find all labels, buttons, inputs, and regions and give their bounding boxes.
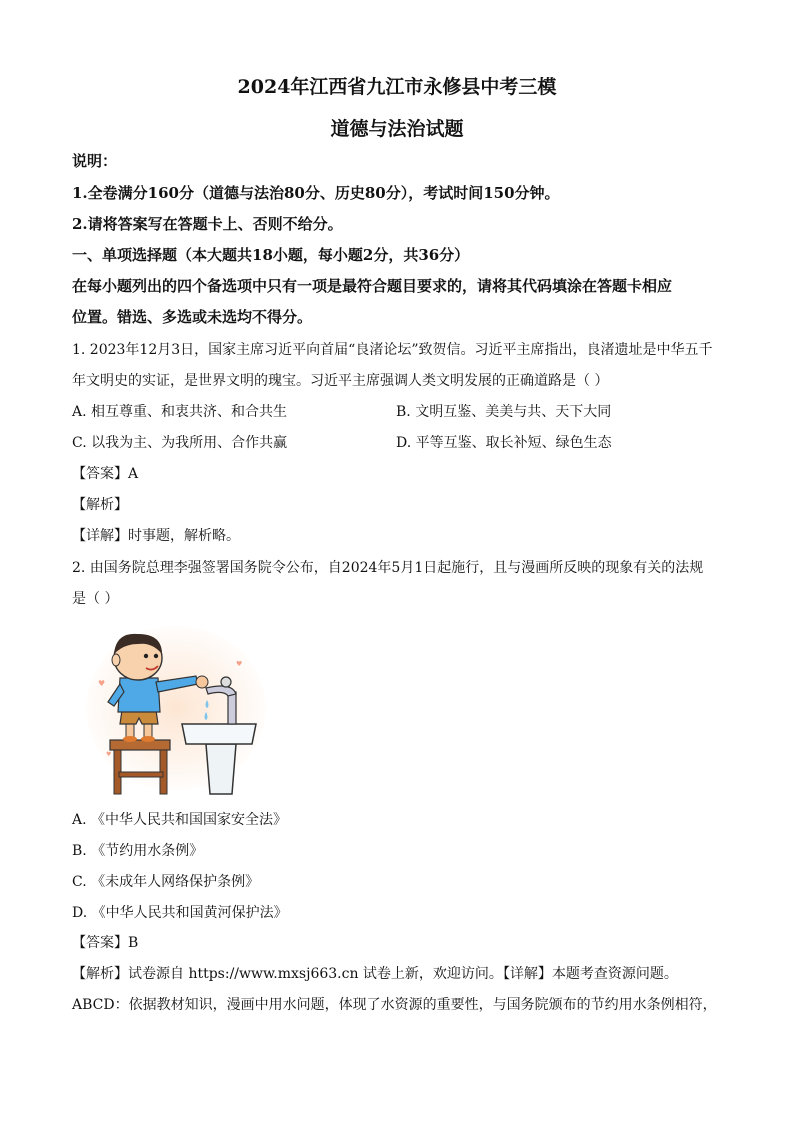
q2-answer-tag: 【答案】 xyxy=(72,935,128,951)
q1-answer-tag: 【答案】 xyxy=(72,466,128,482)
q2-option-b: B. 《节约用水条例》 xyxy=(72,843,204,859)
svg-text:♥: ♥ xyxy=(106,751,112,758)
instruction-item-1: 1.全卷满分160分（道德与法治80分、历史80分），考试时间150分钟。 xyxy=(72,184,560,202)
cartoon-boy-tap-illustration xyxy=(86,626,266,796)
q1-answer-value: A xyxy=(128,466,139,482)
q1-option-b: B. 文明互鉴、美美与共、天下大同 xyxy=(396,404,612,420)
q2-option-d: D. 《中华人民共和国黄河保护法》 xyxy=(72,905,288,921)
q1-stem-line-2: 年文明史的实证，是世界文明的瑰宝。习近平主席强调人类文明发展的正确道路是（ ） xyxy=(72,373,609,389)
q2-abcd-line: ABCD：依据教材知识，漫画中用水问题，体现了水资源的重要性，与国务院颁布的节约用水条例相符， xyxy=(72,997,717,1013)
q2-option-a: A. 《中华人民共和国国家安全法》 xyxy=(72,812,288,828)
q1-option-c: C. 以我为主、为我所用、合作共赢 xyxy=(72,435,288,451)
q1-stem-line-1: 1. 2023年12月3日，国家主席习近平向首届“良渚论坛”致贺信。习近平主席指出，良渚遗址是中华五千 xyxy=(72,342,713,358)
section-note-line-2: 位置。错选、多选或未选均不得分。 xyxy=(72,308,313,326)
q1-detail-text: 时事题，解析略。 xyxy=(128,528,240,544)
q2-answer-value: B xyxy=(128,935,139,951)
q2-detail-tag: 【详解】 xyxy=(502,966,552,982)
q2-detail-text: 本题考查资源问题。 xyxy=(551,966,678,982)
section-heading: 一、单项选择题（本大题共18小题，每小题2分，共36分） xyxy=(72,246,470,264)
q1-analysis-tag: 【解析】 xyxy=(72,497,128,513)
svg-text:♥: ♥ xyxy=(98,679,106,688)
q2-stem-line-2: 是（ ） xyxy=(72,591,119,607)
q2-analysis xyxy=(72,963,678,983)
instruction-item-2: 2.请将答案写在答题卡上、否则不给分。 xyxy=(72,215,343,233)
instructions-label: 说明： xyxy=(72,152,118,170)
svg-text:♥: ♥ xyxy=(236,660,243,668)
q1-answer xyxy=(72,463,138,483)
q1-option-d: D. 平等互鉴、取长补短、绿色生态 xyxy=(396,435,612,451)
exam-title: 2024年江西省九江市永修县中考三模 xyxy=(237,76,557,98)
q2-analysis-text: 试卷源自 https://www.mxsj663.cn 试卷上新，欢迎访问。 xyxy=(128,966,503,982)
q2-analysis-tag: 【解析】 xyxy=(72,966,128,982)
exam-subtitle: 道德与法治试题 xyxy=(330,118,464,140)
q1-option-a: A. 相互尊重、和衷共济、和合共生 xyxy=(72,404,288,420)
section-note-line-1: 在每小题列出的四个备选项中只有一项是最符合题目要求的，请将其代码填涂在答题卡相应 xyxy=(72,277,673,295)
q1-detail-tag: 【详解】 xyxy=(72,528,128,544)
q2-stem-line-1: 2. 由国务院总理李强签署国务院令公布，自2024年5月1日起施行，且与漫画所反映的现象有关的法规 xyxy=(72,560,704,576)
q2-option-c: C. 《未成年人网络保护条例》 xyxy=(72,874,260,890)
q2-answer xyxy=(72,932,138,952)
q1-detail xyxy=(72,525,240,545)
